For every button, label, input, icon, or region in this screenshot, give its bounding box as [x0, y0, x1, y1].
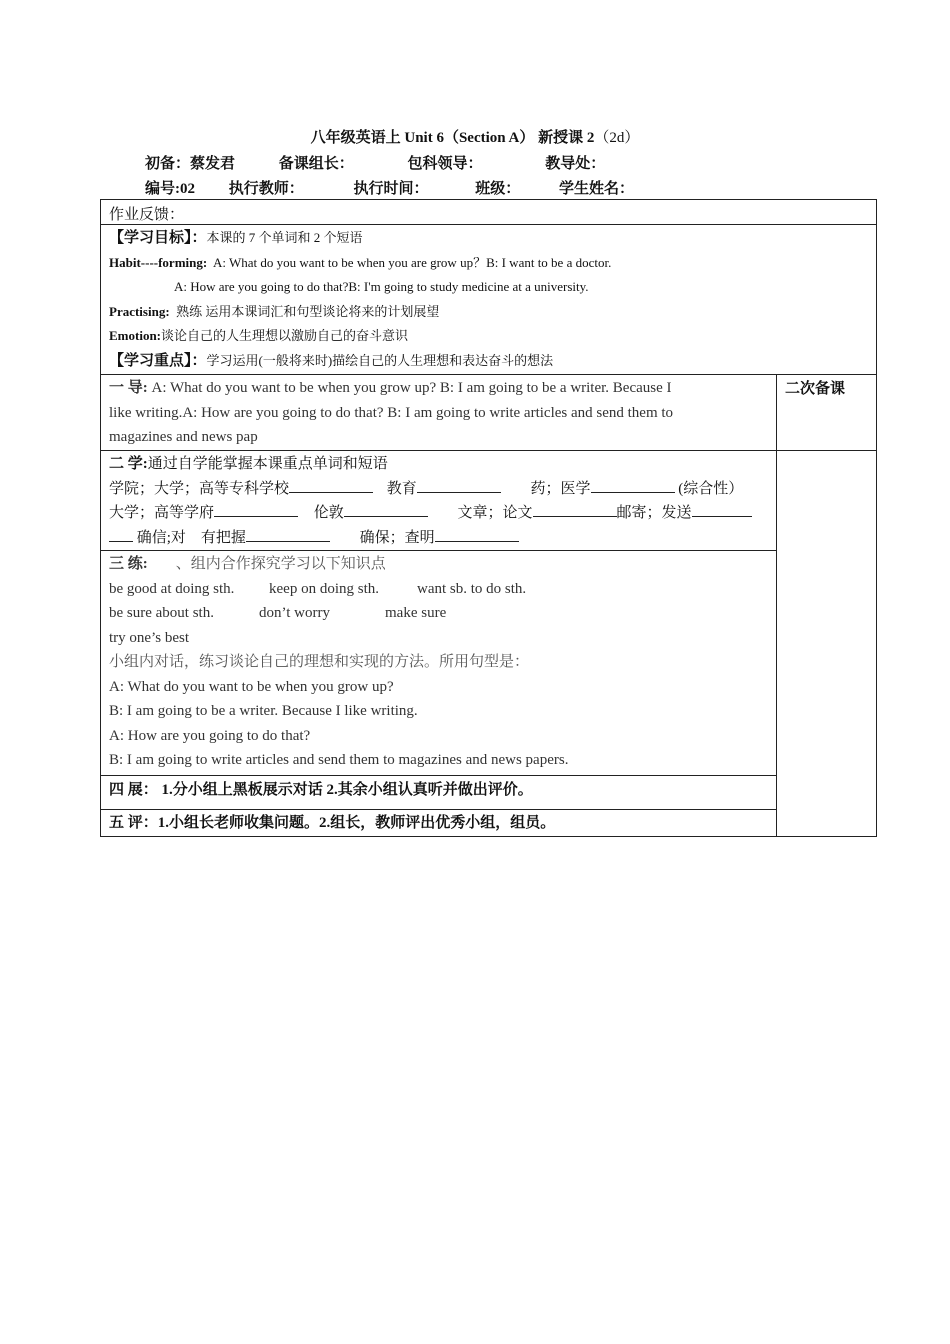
practising-label: Practising:	[109, 303, 170, 319]
meta-teacher: 执行教师：	[228, 181, 304, 197]
dialog-intro: 小组内对话，练习谈论自己的理想和实现的方法。所用句型是：	[109, 654, 530, 670]
meta-group-leader: 备课组长：	[278, 156, 354, 172]
blank-university[interactable]	[214, 502, 298, 517]
meta-line-2	[145, 177, 634, 198]
habit-label: Habit----forming:	[109, 254, 208, 270]
second-prep-header	[776, 374, 877, 451]
guide-line-1: A: What do you want to be when you grow up? B: I am going to be a writer. Because I	[151, 380, 672, 396]
objectives-block	[100, 224, 877, 375]
blank-medicine[interactable]	[591, 478, 675, 493]
phrase-keep-on: keep on doing sth.	[269, 580, 379, 597]
phrase-good-at: be good at doing sth.	[109, 580, 235, 597]
meta-academic-office: 教导处：	[545, 156, 606, 172]
feedback-row	[100, 199, 877, 225]
focus-text: 学习运用(一般将来时)描绘自己的人生理想和表达奋斗的想法	[206, 352, 554, 368]
section-show	[100, 775, 777, 810]
emotion-text: 谈论自己的人生理想以激励自己的奋斗意识	[161, 328, 409, 343]
blank-make-sure[interactable]	[435, 527, 519, 542]
guide-label: 一 导:	[109, 380, 148, 396]
title-main: 八年级英语上 Unit 6（Section A） 新授课 2	[310, 130, 595, 146]
blank-sure[interactable]	[246, 527, 330, 542]
vocab-medicine: 药；医学	[530, 480, 591, 497]
guide-line-3: magazines and news pap	[109, 429, 258, 445]
blank-college[interactable]	[289, 478, 373, 493]
phrase-make-sure: make sure	[385, 605, 447, 621]
meta-number: 编号:02	[145, 181, 195, 197]
feedback-label: 作业反馈：	[109, 207, 185, 223]
section-learn	[100, 450, 777, 551]
vocab-university-note: (综合性）	[678, 480, 744, 497]
vocab-article: 文章；论文	[457, 505, 533, 521]
vocab-make-sure: 确保；查明	[359, 529, 435, 546]
page-title	[0, 126, 950, 147]
emotion-label: Emotion:	[109, 328, 161, 343]
dialog-line-4: B: I am going to write articles and send them to magazines and news papers.	[109, 752, 569, 768]
dialog-line-2: B: I am going to be a writer. Because I like writing.	[109, 703, 418, 719]
meta-class: 班级：	[475, 181, 521, 197]
vocab-college: 学院；大学；高等专科学校	[109, 480, 290, 497]
phrase-sure-about: be sure about sth.	[109, 605, 214, 621]
phrase-dont-worry: don’t worry	[259, 605, 330, 621]
practice-label: 三 练:	[109, 556, 148, 572]
blank-post-cont[interactable]	[109, 527, 133, 542]
vocab-education: 教育	[386, 480, 417, 497]
focus-label: 【学习重点】：	[109, 352, 207, 369]
evaluate-text: 五 评：1.小组长老师收集问题。2.组长，教师评出优秀小组，组员。	[109, 815, 556, 831]
habit-line-1: A: What do you want to be when you are grow up？B: I want to be a doctor.	[213, 254, 612, 270]
meta-preparer: 初备：蔡发君	[145, 156, 236, 172]
goal-text: 本课的 7 个单词和 2 个短语	[206, 230, 363, 245]
practising-text: 熟练 运用本课词汇和句型谈论将来的计划展望	[176, 303, 440, 319]
vocab-london: 伦敦	[313, 505, 344, 521]
section-evaluate	[100, 809, 777, 837]
goal-label: 【学习目标】：	[109, 230, 207, 246]
vocab-sure: 确信;对 有把握	[136, 529, 246, 546]
section-practice	[100, 550, 777, 776]
title-suffix: （2d）	[594, 130, 640, 146]
blank-article[interactable]	[533, 502, 617, 517]
learn-label: 二 学:	[109, 456, 148, 472]
blank-education[interactable]	[417, 478, 501, 493]
meta-time: 执行时间：	[353, 181, 429, 197]
second-prep-column	[776, 450, 877, 837]
dialog-line-1: A: What do you want to be when you grow up?	[109, 678, 394, 695]
dialog-line-3: A: How are you going to do that?	[109, 727, 311, 744]
phrase-try-best: try one’s best	[109, 629, 189, 646]
blank-post[interactable]	[692, 502, 752, 517]
section-guide	[100, 374, 777, 451]
second-prep-label: 二次备课	[785, 381, 846, 397]
practice-intro: 、组内合作探究学习以下知识点	[175, 556, 386, 572]
vocab-university: 大学；高等学府	[109, 505, 215, 521]
vocab-post: 邮寄；发送	[616, 505, 692, 521]
meta-student-name: 学生姓名：	[559, 181, 635, 197]
meta-subject-leader: 包科领导：	[407, 156, 483, 172]
blank-london[interactable]	[344, 502, 428, 517]
guide-line-2: like writing.A: How are you going to do that? B: I am going to write articles and send them to	[109, 404, 674, 421]
learn-intro: 通过自学能掌握本课重点单词和短语	[147, 456, 388, 472]
meta-line-1	[145, 152, 605, 173]
show-text: 四 展： 1.分小组上黑板展示对话 2.其余小组认真听并做出评价。	[109, 782, 533, 798]
phrase-want-sb: want sb. to do sth.	[417, 580, 527, 597]
habit-line-2: A: How are you going to do that?B: I'm going to study medicine at a university.	[174, 279, 589, 294]
